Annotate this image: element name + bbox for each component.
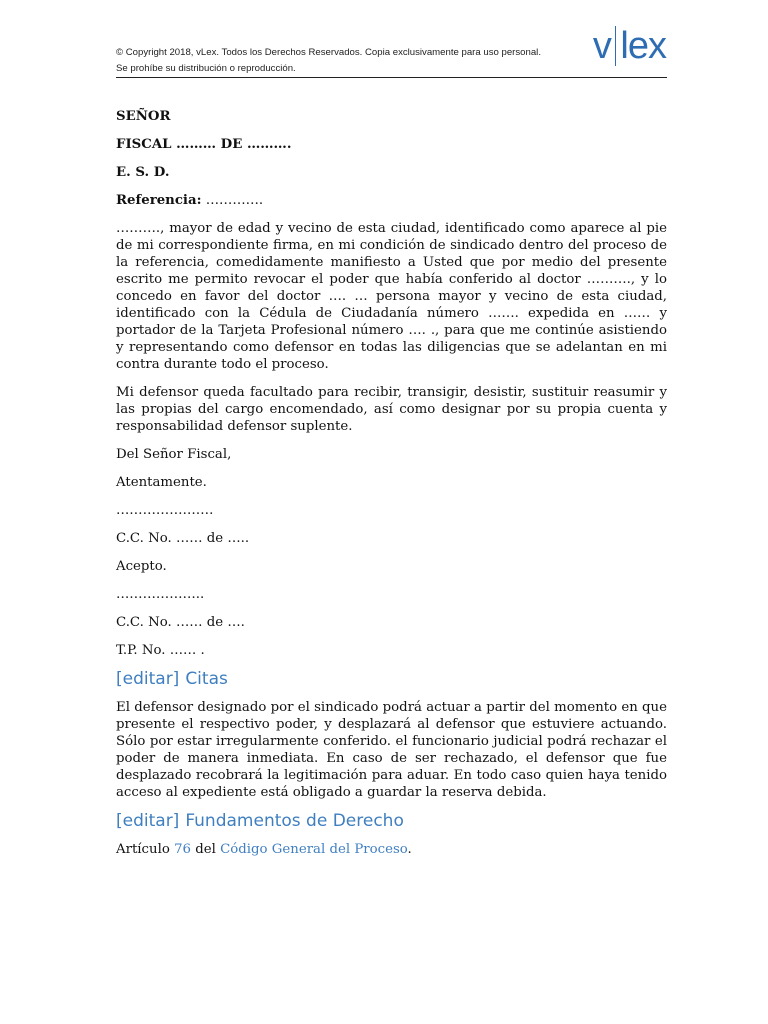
citas-paragraph: El defensor designado por el sindicado podrá actuar a partir del momento en que presente el respectivo poder, y desplazará al defensor que estuviere actuando. Sólo por estar irregularmente conferido. el funcionario judicial podrá rechazar el poder de manera inmediata. En caso de ser rechazado, el defensor que fue desplazado recobrará la legitimación para aduar. En todo caso quien haya tenido acceso al expediente está obligado a guardar la reserva debida. <box>116 700 667 800</box>
article-middle: del <box>190 842 221 857</box>
fundamentos-paragraph <box>116 841 667 858</box>
copyright-notice <box>116 45 541 77</box>
fundamentos-title: Fundamentos de Derecho <box>185 811 404 831</box>
logo-divider <box>615 26 617 66</box>
document-body <box>116 108 667 858</box>
page-header <box>116 24 667 78</box>
tp-line: T.P. No. …… . <box>116 643 205 658</box>
cc-line-1: C.C. No. …… de ….. <box>116 531 250 546</box>
cc-line-2: C.C. No. …… de …. <box>116 615 245 630</box>
referencia-line <box>116 192 667 209</box>
article-76-link[interactable]: 76 <box>174 842 191 857</box>
copyright-line-1: © Copyright 2018, vLex. Todos los Derechos Reservados. Copia exclusivamente para uso personal. <box>116 47 541 58</box>
fundamentos-heading <box>116 813 667 830</box>
citas-edit-link[interactable]: [editar] <box>116 669 180 689</box>
codigo-general-link[interactable]: Código General del Proceso <box>220 842 408 857</box>
fundamentos-edit-link[interactable]: [editar] <box>116 811 180 831</box>
body-paragraph-2: Mi defensor queda facultado para recibir, transigir, desistir, sustituir reasumir y las propias del cargo encomendado, así como designar por su propia cuenta y responsabilidad defensor suplente. <box>116 385 667 434</box>
salutation: SEÑOR <box>116 109 171 124</box>
closing-regards: Atentamente. <box>116 475 207 490</box>
citas-heading <box>116 671 667 688</box>
referencia-label: Referencia: <box>116 193 202 208</box>
fiscal-line: FISCAL ……… DE ………. <box>116 137 292 152</box>
logo-lex: lex <box>620 25 666 67</box>
article-suffix: . <box>407 842 412 857</box>
copyright-line-2: Se prohíbe su distribución o reproducción. <box>116 63 296 74</box>
esd-line: E. S. D. <box>116 165 170 180</box>
logo-v: v <box>592 25 611 67</box>
referencia-value: …………. <box>201 193 264 208</box>
body-paragraph-1: ………., mayor de edad y vecino de esta ciudad, identificado como aparece al pie de mi correspondiente firma, en mi condición de sindicado dentro del proceso de la referencia, comedidamente manifiesto a Usted que por medio del presente escrito me permito revocar el poder que había conferido al doctor ………., y lo concedo en favor del doctor …. … persona mayor y vecino de esta ciudad, identificado con la Cédula de Ciudadanía número ……. expedida en …… y portador de la Tarjeta Profesional número …. ., para que me continúe asistiendo y representando como defensor en todas las diligencias que se adelantan en mi contra durante todo el proceso. <box>116 221 667 372</box>
citas-title: Citas <box>185 669 228 689</box>
signature-line-2: ……………….. <box>116 587 205 602</box>
closing-greeting: Del Señor Fiscal, <box>116 447 232 462</box>
article-prefix: Artículo <box>116 842 175 857</box>
signature-line-1: …………………. <box>116 503 214 518</box>
acepto-line: Acepto. <box>116 559 167 574</box>
vlex-logo <box>593 26 666 66</box>
